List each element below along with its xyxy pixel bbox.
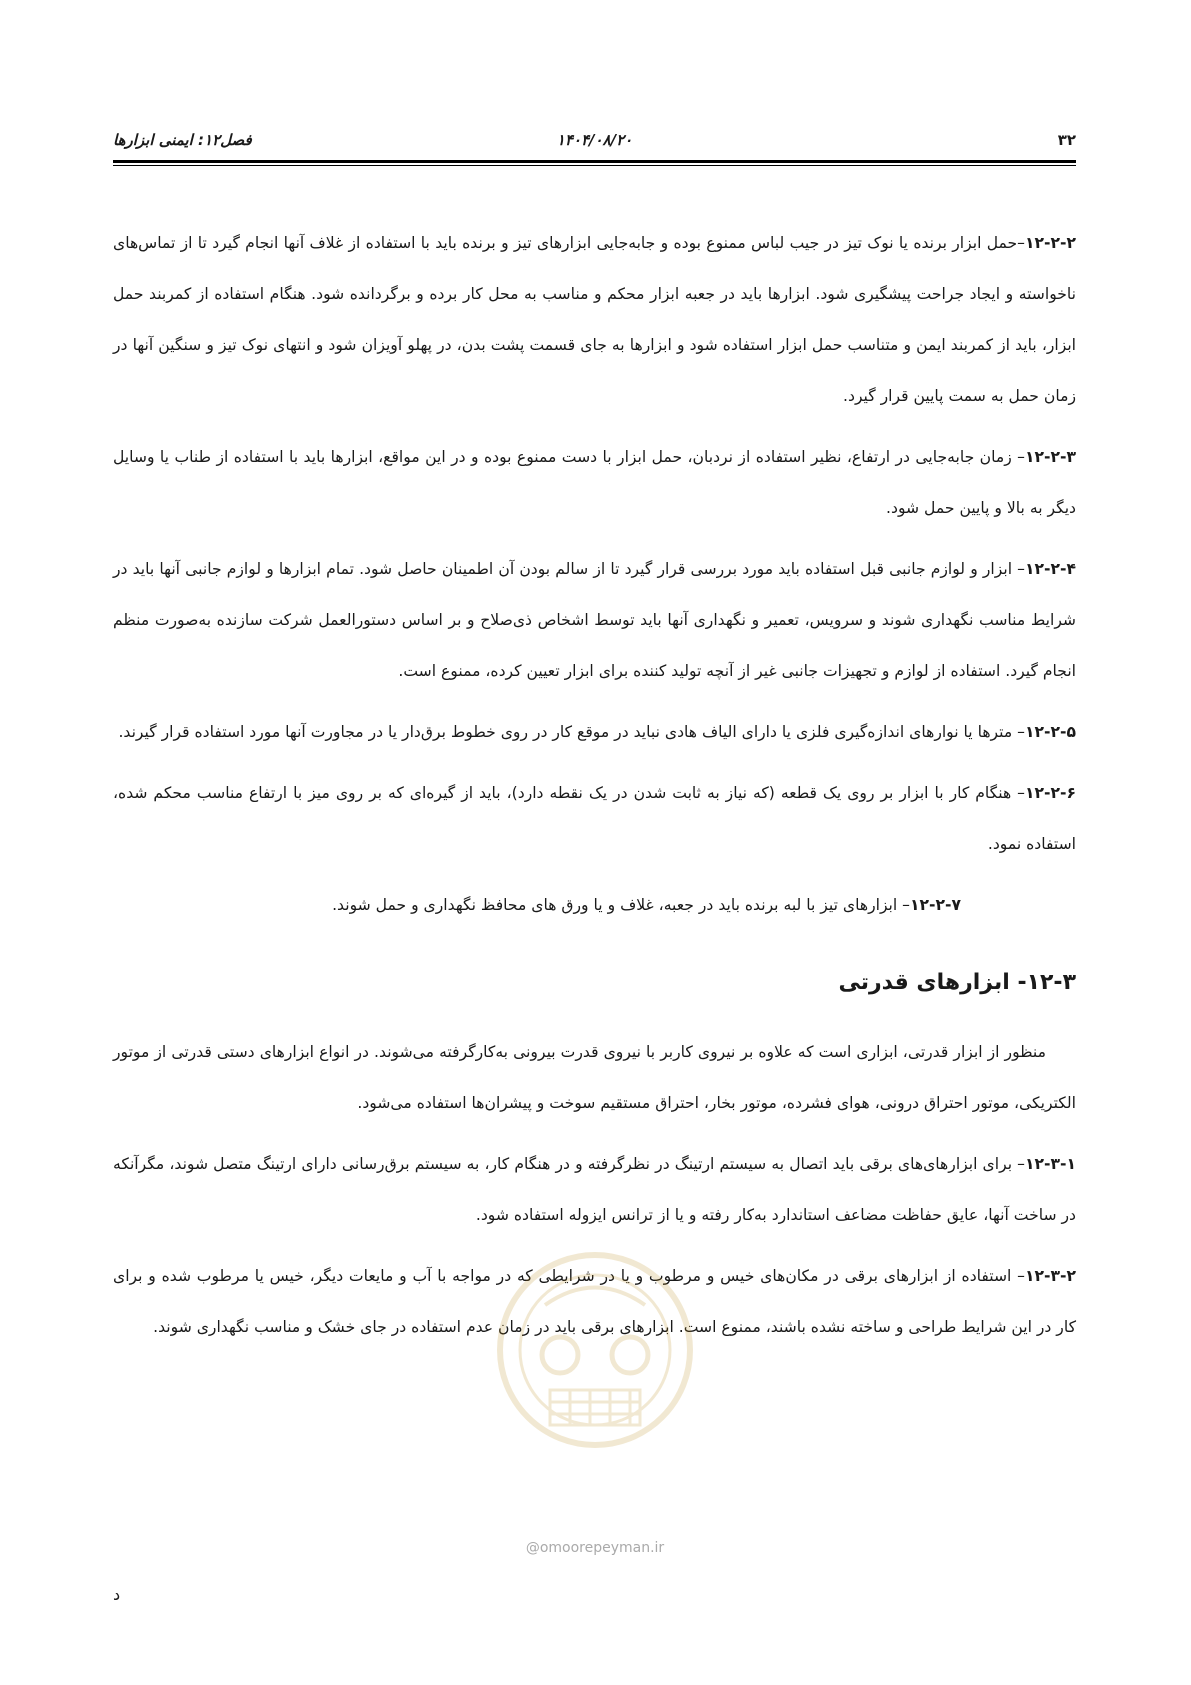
watermark-logo bbox=[490, 1250, 700, 1480]
clause-number: ۱۲-۲-۲ bbox=[1024, 234, 1076, 252]
intro-paragraph: منظور از ابزار قدرتی، ابزاری است که علاوه بر نیروی کاربر با نیروی قدرت بیرونی به‌کارگرفته می‌شوند. در انواع ابزارهای دستی قدرتی از موتور الکتریکی، موتور احتراق درونی، هوای فشرده، موتور بخار، احتراق مستقیم سوخت و پیشران‌ها استفاده می‌شود. bbox=[113, 1043, 1076, 1112]
paragraph-12-2-6 bbox=[113, 768, 1076, 870]
footer-letter: د bbox=[113, 1585, 121, 1604]
clause-number: ۱۲-۲-۷ bbox=[909, 896, 961, 914]
clause-number: ۱۲-۳-۱ bbox=[1024, 1155, 1076, 1173]
clause-text: – برای ابزارهای‌های برقی باید اتصال به سیستم ارتینگ در نظرگرفته و در هنگام کار، به سیستم برق‌رسانی دارای ارتینگ متصل شوند، مگرآنکه در ساخت آنها، عایق حفاظت مضاعف استاندارد به‌کار رفته و یا از ترانس ایزوله استفاده شود. bbox=[113, 1155, 1076, 1224]
chapter-title: فصل۱۲: ایمنی ابزارها bbox=[113, 131, 252, 149]
header-rule-thin bbox=[113, 165, 1076, 166]
clause-number: ۱۲-۲-۳ bbox=[1024, 448, 1076, 466]
header-rule bbox=[113, 160, 1076, 163]
paragraph-12-2-7 bbox=[113, 880, 1076, 931]
page-body bbox=[113, 218, 1076, 1363]
paragraph-12-3-1 bbox=[113, 1139, 1076, 1241]
page-header bbox=[113, 131, 1076, 153]
clause-text: –حمل ابزار برنده یا نوک تیز در جیب لباس ممنوع بوده و جابه‌جایی ابزارهای تیز و برنده باید با استفاده از غلاف آنها انجام گیرد تا از تماس‌های ناخواسته و ایجاد جراحت پیشگیری شود. ابزارها باید در جعبه ابزار محکم و مناسب به محل کار برده و برگردانده شود. هنگام استفاده از کمربند حمل ابزار، باید از کمربند ایمن و متناسب حمل ابزار استفاده شود و ابزارها به جای قسمت پشت بدن، در پهلو آویزان شود و انتهای نوک تیز و سنگین آنها در زمان حمل به سمت پایین قرار گیرد. bbox=[113, 234, 1076, 405]
watermark-url: @omoorepeyman.ir bbox=[525, 1540, 665, 1556]
paragraph-12-2-2 bbox=[113, 218, 1076, 422]
clause-number: ۱۲-۲-۵ bbox=[1024, 723, 1076, 741]
page-number: ۳۲ bbox=[1057, 131, 1076, 149]
section-title: ۱۲-۳- ابزارهای قدرتی bbox=[838, 970, 1076, 995]
clause-text: – استفاده از ابزارهای برقی در مکان‌های خیس و مرطوب و یا در شرایطی که در مواجه با آب و مایعات دیگر، خیس یا مرطوب شده و برای کار در این شرایط طراحی و ساخته نشده باشند، ممنوع است. ابزارهای برقی باید در زمان عدم استفاده در جای خشک و مناسب نگهداری شوند. bbox=[113, 1267, 1076, 1336]
header-date: ۱۴۰۴/۰۸/۲۰ bbox=[556, 131, 633, 149]
paragraph-12-2-5 bbox=[113, 707, 1076, 758]
paragraph-12-2-3 bbox=[113, 432, 1076, 534]
clause-text: – هنگام کار با ابزار بر روی یک قطعه (که نیاز به ثابت شدن در یک نقطه دارد)، باید از گیره‌ای که بر روی میز با ارتفاع مناسب محکم شده، استفاده نمود. bbox=[113, 784, 1076, 853]
clause-number: ۱۲-۳-۲ bbox=[1024, 1267, 1076, 1285]
clause-number: ۱۲-۲-۶ bbox=[1024, 784, 1076, 802]
paragraph-12-2-4 bbox=[113, 544, 1076, 697]
clause-text: – ابزار و لوازم جانبی قبل استفاده باید مورد بررسی قرار گیرد تا از سالم بودن آن اطمینان حاصل شود. تمام ابزارها و لوازم جانبی آنها باید در شرایط مناسب نگهداری شوند و سرویس، تعمیر و نگهداری آنها باید توسط اشخاص ذی‌صلاح و بر اساس دستورالعمل شرکت سازنده به‌صورت منظم انجام گیرد. استفاده از لوازم و تجهیزات جانبی غیر از آنچه تولید کننده برای ابزار تعیین کرده، ممنوع است. bbox=[113, 560, 1076, 680]
clause-text: – ابزارهای تیز با لبه برنده باید در جعبه، غلاف و یا ورق های محافظ نگهداری و حمل شوند. bbox=[332, 896, 910, 914]
clause-text: – مترها یا نوارهای اندازه‌گیری فلزی یا دارای الیاف هادی نباید در موقع کار در روی خطوط برق‌دار یا در مجاورت آنها مورد استفاده قرار گیرند. bbox=[118, 723, 1025, 741]
clause-text: – زمان جابه‌جایی در ارتفاع، نظیر استفاده از نردبان، حمل ابزار با دست ممنوع بوده و در این مواقع، ابزارها باید با استفاده از طناب یا وسایل دیگر به بالا و پایین حمل شود. bbox=[113, 448, 1076, 517]
clause-number: ۱۲-۲-۴ bbox=[1024, 560, 1076, 578]
